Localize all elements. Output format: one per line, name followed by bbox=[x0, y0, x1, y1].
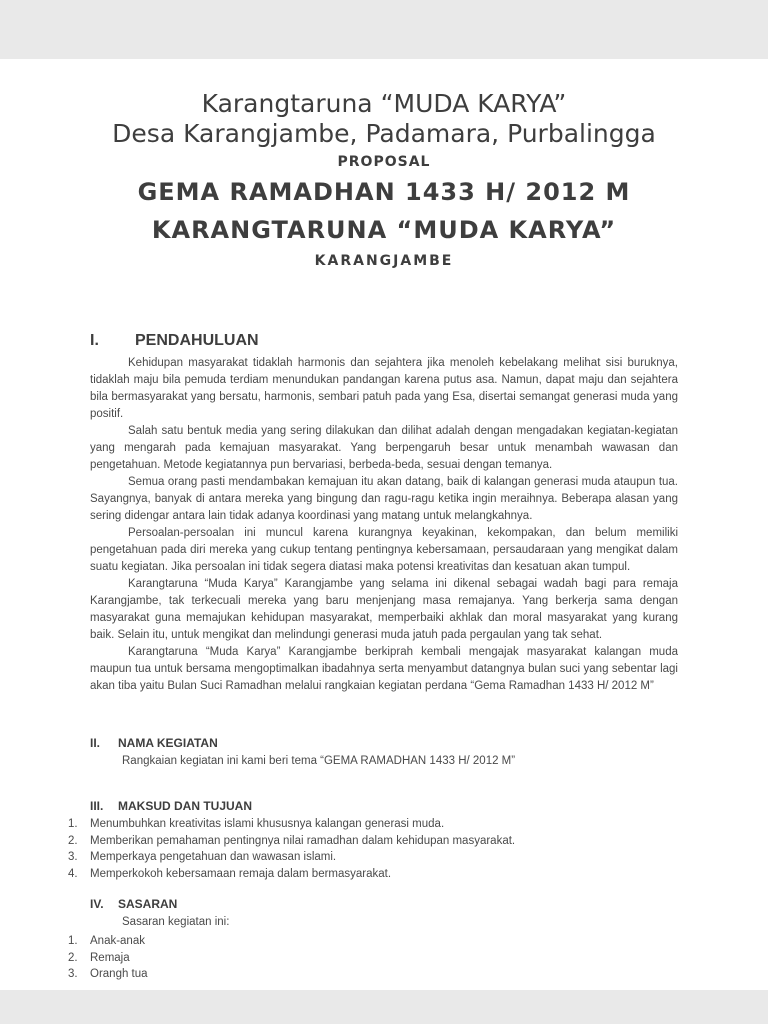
section-title: MAKSUD DAN TUJUAN bbox=[118, 799, 252, 813]
section-number: I. bbox=[90, 332, 99, 349]
village-name: KARANGJAMBE bbox=[314, 253, 454, 269]
list-item-number: 1. bbox=[68, 935, 78, 947]
section-title: PENDAHULUAN bbox=[135, 332, 259, 349]
list-item-text: Menumbuhkan kreativitas islami khususnya kalangan generasi muda. bbox=[90, 818, 445, 830]
list-item-text: Memperkaya pengetahuan dan wawasan islami. bbox=[90, 851, 337, 863]
list-item-number: 3. bbox=[68, 968, 78, 980]
list-item-text: Memperkokoh kebersamaan remaja dalam bermasyarakat. bbox=[90, 867, 392, 880]
section-intro: Sasaran kegiatan ini: bbox=[122, 916, 230, 928]
section-nama-kegiatan bbox=[90, 735, 678, 770]
org-address: Desa Karangjambe, Padamara, Purbalingga bbox=[112, 119, 656, 148]
section-title: SASARAN bbox=[118, 897, 178, 911]
list-item bbox=[68, 849, 678, 866]
section-number: II. bbox=[90, 736, 101, 750]
list-item-text: Memberikan pemahaman pentingnya nilai ramadhan dalam kehidupan masyarakat. bbox=[90, 834, 516, 847]
document-header bbox=[90, 89, 678, 273]
list-item-number: 2. bbox=[68, 834, 78, 847]
section-heading bbox=[90, 896, 678, 912]
paragraph: Karangtaruna “Muda Karya” Karangjambe berkiprah kembali mengajak masyarakat kalangan muda maupun tua untuk bersama mengoptimalkan ibadahnya serta menyambut datangnya bulan suci yang sebentar lagi akan tiba yaitu Bulan Suci Ramadhan melalui rangkaian kegiatan perdana “Gema Ramadhan 1433 H/ 2012 M” bbox=[90, 646, 678, 692]
section-body: Rangkaian kegiatan ini kami beri tema “GEMA RAMADHAN 1433 H/ 2012 M” bbox=[122, 755, 516, 767]
list-item bbox=[68, 950, 678, 967]
section-maksud-tujuan bbox=[68, 798, 678, 882]
proposal-label: PROPOSAL bbox=[337, 154, 431, 170]
section-number: IV. bbox=[90, 897, 104, 911]
list-item-number: 4. bbox=[68, 867, 78, 880]
paragraph: Salah satu bentuk media yang sering dilakukan dan dilihat adalah dengan mengadakan kegiatan-kegiatan yang mengarah pada kemajuan masyarakat. Yang berpengaruh besar untuk menambah wawasan dan pengetahuan. Metode kegiatannya pun bervariasi, berbeda-beda, sesuai dengan temanya. bbox=[90, 425, 678, 471]
document-page bbox=[0, 59, 768, 990]
org-title-caps: KARANGTARUNA “MUDA KARYA” bbox=[151, 216, 617, 244]
section-number: III. bbox=[90, 799, 104, 813]
list-item bbox=[68, 966, 678, 983]
list-item bbox=[68, 866, 678, 883]
list-item bbox=[68, 816, 678, 833]
section-heading bbox=[90, 331, 678, 351]
list-item bbox=[68, 933, 678, 950]
paragraph: Semua orang pasti mendambakan kemajuan itu akan datang, baik di kalangan generasi muda ataupun tua. Sayangnya, banyak di antara mereka yang bingung dan ragu-ragu ketika ingin meraihnya. Beberapa alasan yang sering didengar antara lain tidak adanya koordinasi yang matang untuk melangkahnya. bbox=[90, 476, 678, 522]
list-item bbox=[68, 833, 678, 850]
numbered-list bbox=[68, 816, 678, 882]
section-pendahuluan bbox=[90, 331, 678, 695]
section-heading bbox=[90, 798, 678, 814]
paragraph: Persoalan-persoalan ini muncul karena kurangnya keyakinan, kekompakan, dan belum memiliki pengetahuan pada diri mereka yang cukup tentang pentingnya kebersamaan, persaudaraan yang mengikat dalam suatu kegiatan. Jika persoalan ini tidak segera diatasi maka potensi kreativitas dan kesatuan akan tumpul. bbox=[90, 527, 678, 573]
numbered-list bbox=[68, 933, 678, 983]
list-item-text: Orangh tua bbox=[90, 968, 148, 980]
event-title: GEMA RAMADHAN 1433 H/ 2012 M bbox=[137, 178, 631, 206]
section-heading bbox=[90, 735, 678, 751]
paragraph: Kehidupan masyarakat tidaklah harmonis dan sejahtera jika menoleh kebelakang melihat sisi buruknya, tidaklah maju bila pemuda terdiam menundukan pandangan karena putus asa. Namun, dapat maju dan sejahtera bila bermasyarakat yang bersatu, harmonis, sembari patuh pada yang Esa, disertai semangat generasi muda yang positif. bbox=[90, 357, 678, 420]
list-item-text: Anak-anak bbox=[90, 935, 145, 947]
section-title: NAMA KEGIATAN bbox=[118, 736, 218, 750]
list-item-text: Remaja bbox=[90, 951, 130, 964]
section-sasaran bbox=[68, 896, 678, 983]
org-title: Karangtaruna “MUDA KARYA” bbox=[201, 89, 567, 118]
list-item-number: 3. bbox=[68, 851, 78, 863]
list-item-number: 1. bbox=[68, 818, 78, 830]
paragraph: Karangtaruna “Muda Karya” Karangjambe yang selama ini dikenal sebagai wadah bagi para remaja Karangjambe, tak terkecuali mereka yang baru menjenjang masa remajanya. Yang berkerja sama dengan masyarakat guna memajukan kehidupan masyarakat, memperbaiki akhlak dan moral masyarakat yang kurang baik. Selain itu, untuk mengikat dan melindungi generasi muda jatuh pada pergaulan yang tak sehat. bbox=[90, 578, 678, 641]
list-item-number: 2. bbox=[68, 951, 78, 964]
